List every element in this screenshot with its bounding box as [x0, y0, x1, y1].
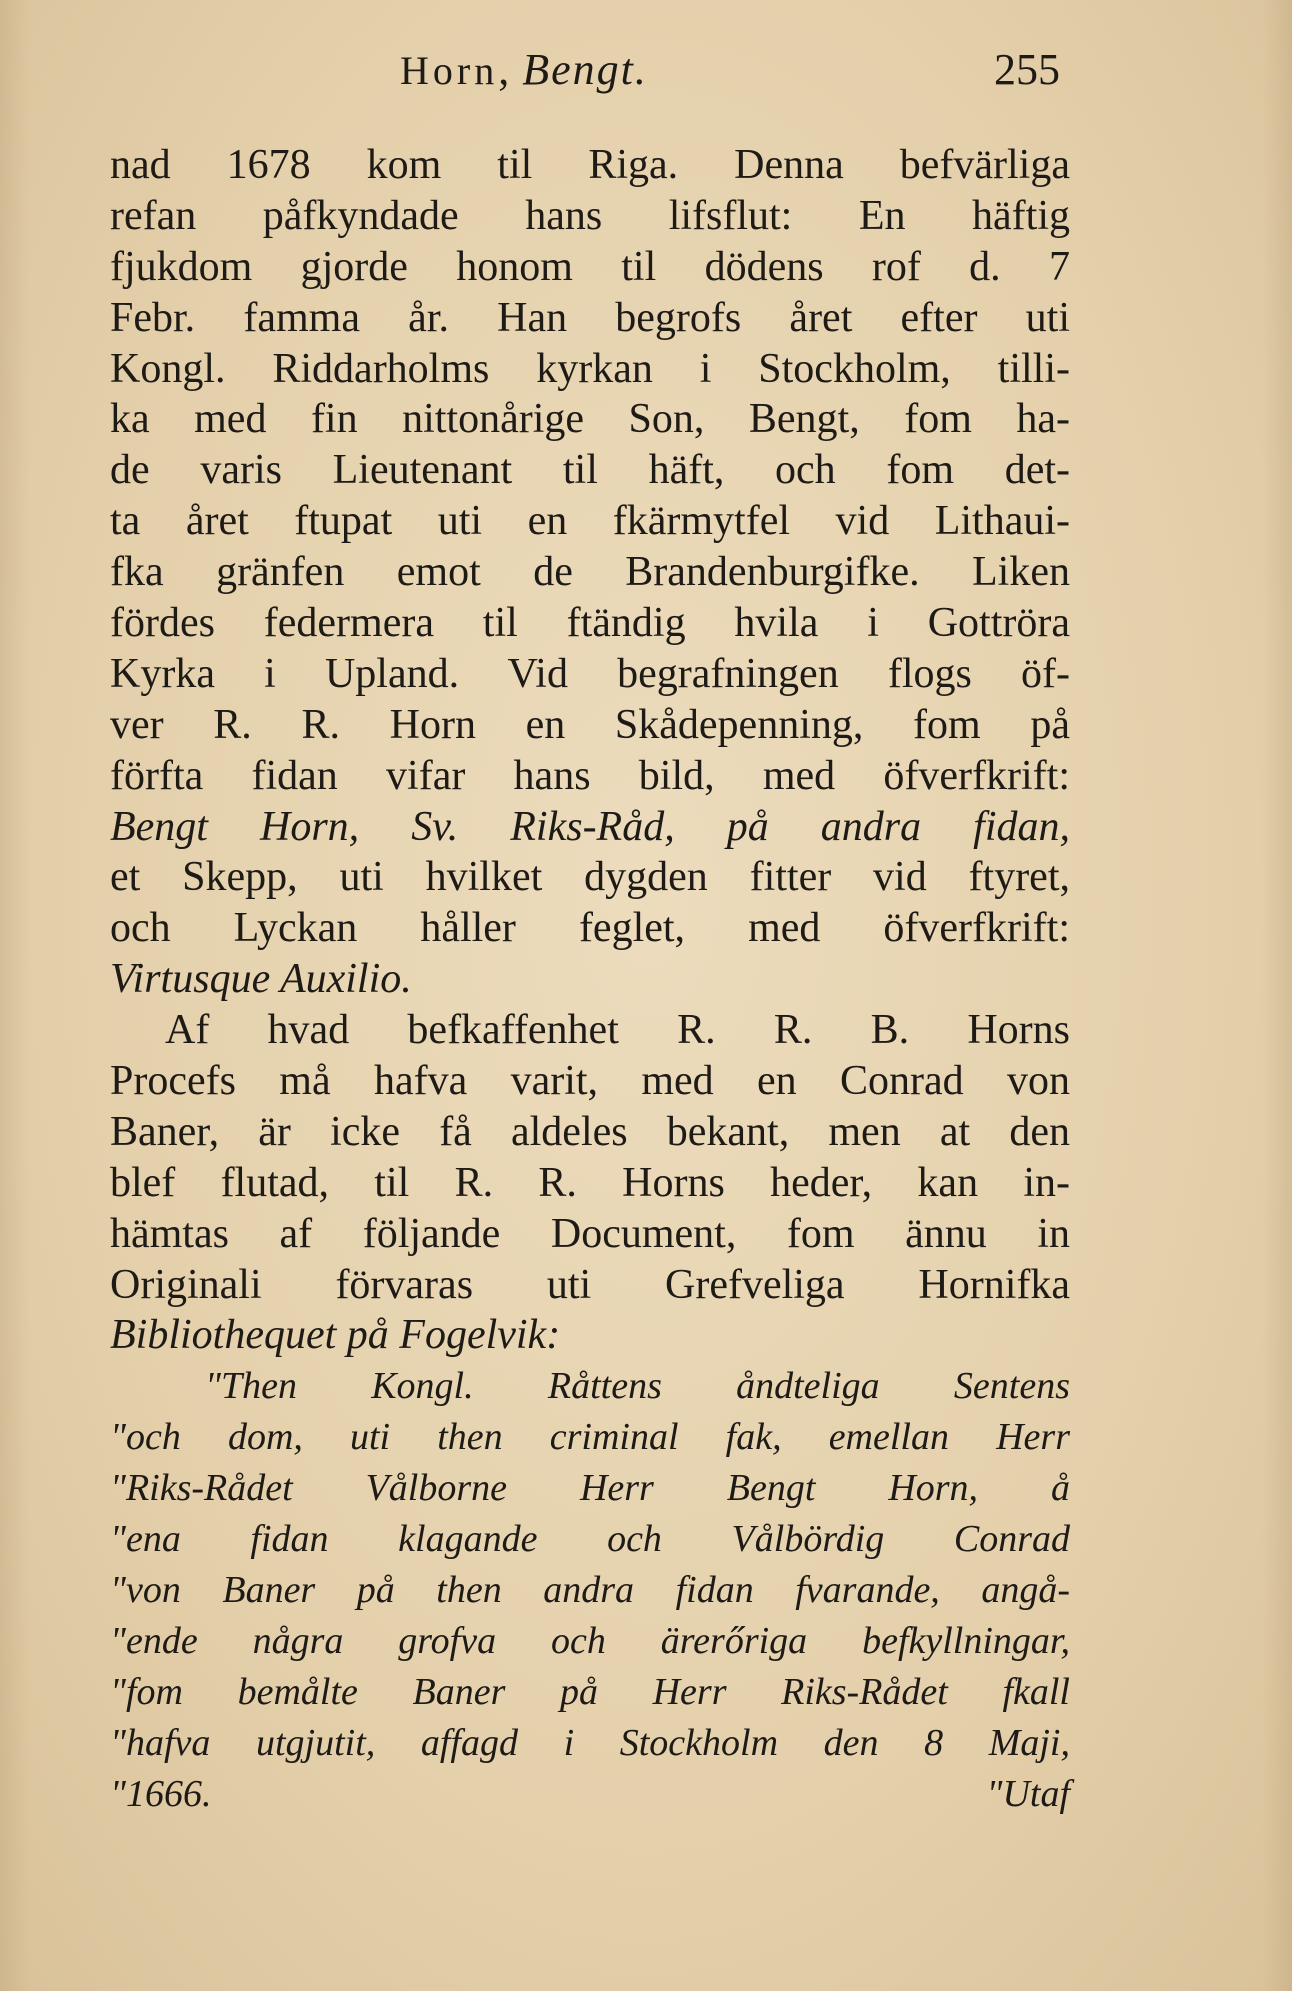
text-line: Originali förvaras uti Grefveliga Hornifka	[110, 1261, 1070, 1308]
text-line: Kyrka i Upland. Vid begrafningen flogs öf-	[110, 650, 1070, 697]
paragraph-1	[110, 140, 1070, 1005]
running-head	[400, 44, 648, 95]
text-line: fördes federmera til ftändig hvila i Gottröra	[110, 600, 1070, 647]
page-header	[110, 44, 1070, 104]
quoted-document	[110, 1361, 1070, 1819]
text-line: ta året ftupat uti en fkärmytfel vid Lithaui-	[110, 498, 1070, 545]
text-line: de varis Lieutenant til häft, och fom det-	[110, 447, 1070, 494]
running-head-italic: Bengt.	[522, 45, 648, 94]
quote-date-year: "1666.	[110, 1772, 212, 1815]
text-line: förfta fidan vifar hans bild, med öfverfkrift:	[110, 752, 1070, 799]
running-head-name: Horn	[400, 48, 499, 93]
text-line: Bengt Horn, Sv. Riks-Råd, på andra fidan,	[110, 803, 1070, 850]
text-line-motto: Virtusque Auxilio.	[110, 956, 412, 1003]
quote-line: "ena fidan klagande och Vålbördig Conrad	[110, 1518, 1070, 1561]
text-line: Febr. famma år. Han begrofs året efter uti	[110, 294, 1070, 341]
page-shadow-right	[1262, 0, 1292, 1991]
running-head-separator: ,	[498, 45, 511, 94]
body-text	[110, 140, 1070, 1819]
text-line: Af hvad befkaffenhet R. R. B. Horns	[165, 1007, 1070, 1054]
text-line: Procefs må hafva varit, med en Conrad von	[110, 1058, 1070, 1105]
quote-last-line	[110, 1769, 1070, 1820]
text-line: nad 1678 kom til Riga. Denna befvärliga	[110, 142, 1070, 188]
text-line: et Skepp, uti hvilket dygden fitter vid ftyret,	[110, 854, 1070, 901]
quote-line: "fom bemålte Baner på Herr Riks-Rådet fkall	[110, 1670, 1070, 1713]
text-line: hämtas af följande Document, fom ännu in	[110, 1210, 1070, 1257]
quote-line: "Then Kongl. Råttens åndteliga Sentens	[205, 1365, 1070, 1408]
text-line: blef flutad, til R. R. Horns heder, kan in-	[110, 1159, 1070, 1206]
text-line: fjukdom gjorde honom til dödens rof d. 7	[110, 243, 1070, 290]
text-line: och Lyckan håller feglet, med öfverfkrift:	[110, 905, 1070, 952]
page-shadow-left	[0, 0, 30, 1991]
text-line: ver R. R. Horn en Skådepenning, fom på	[110, 701, 1070, 748]
text-line: Bibliothequet på Fogelvik:	[110, 1312, 561, 1359]
text-line: fka gränfen emot de Brandenburgifke. Liken	[110, 549, 1070, 596]
text-line: Baner, är icke få aldeles bekant, men at den	[110, 1108, 1070, 1155]
text-line: ka med fin nittonårige Son, Bengt, fom ha-	[110, 396, 1070, 443]
paragraph-2	[110, 1005, 1070, 1361]
quote-line: "och dom, uti then criminal fak, emellan Herr	[110, 1416, 1070, 1459]
catchword: "Utaf	[986, 1772, 1070, 1815]
quote-line: "Riks-Rådet Vålborne Herr Bengt Horn, å	[110, 1467, 1070, 1510]
quote-line: "von Baner på then andra fidan fvarande, angå-	[110, 1568, 1070, 1611]
quote-line: "ende några grofva och ärerőriga befkyllningar,	[110, 1619, 1070, 1662]
quote-line: "hafva utgjutit, affagd i Stockholm den 8 Maji,	[110, 1721, 1070, 1764]
page-number: 255	[994, 45, 1060, 94]
text-line: refan påfkyndade hans lifsflut: En häftig	[110, 192, 1070, 239]
text-line: Kongl. Riddarholms kyrkan i Stockholm, tilli-	[110, 345, 1070, 392]
